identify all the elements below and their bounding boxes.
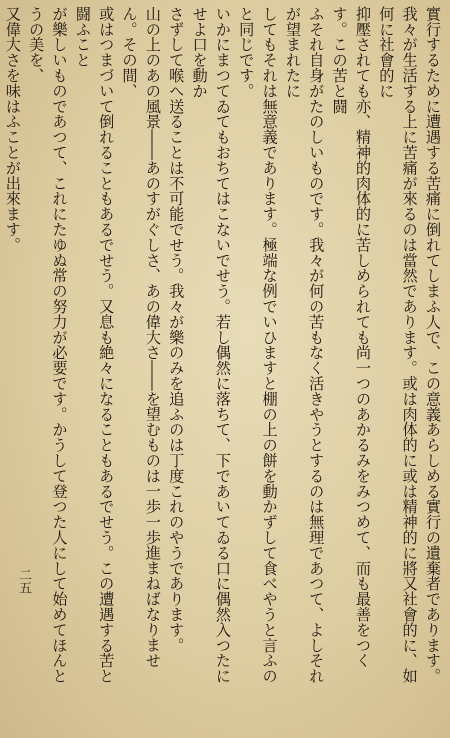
text-line: 實行するために遭遇する苦痛に倒れてしまふ人で、この意義あらしめる實行の遺棄者であります。 (424, 6, 442, 684)
text-line: 或はつまづいて倒れることもあるでせう。又息も絶々になることもあるでせう。この遭遇する苦と闘ふこと (73, 6, 116, 684)
text-line: 抑壓されても亦、精神的肉体的に苦しめられても尚一つのあかるみをみつめて、而も最善をつくす。この苦と闘 (330, 6, 372, 669)
text-line: が樂しいものであつて、これにたゆぬ常の努力が必要です。かうして登つた人にして始めてほんとうの美を、 (27, 6, 69, 684)
text-line: さずして喉へ送ることは不可能でせう。我々が樂のみを追ふのは丁度これのやうであります。 (167, 6, 186, 653)
text-line: 山の上のあの風景――あのすがぐしさ、あの偉大さ――を望むものは一歩一歩進まねばなりません。その間、 (120, 6, 162, 669)
page-number: 二五 (16, 568, 31, 594)
text-line: 又偉大さを味はふことが出來ます。 (3, 6, 22, 253)
text-line: ふそれ自身がたのしいものです。我々が何の苦もなく活きやうとするのは無理であつて、よしそれが望まれたに (283, 6, 326, 684)
text-line: いかにまつてゐてもおちてはこないでせう。若し偶然に落ちて、下であいてゐる口に偶然入つたにせよ口を動か (190, 6, 232, 684)
text-line: してもそれは無意義であります。極端な例でいひますと棚の上の餅を動かずして食べやうと言ふのと同じです。 (237, 6, 279, 684)
text-line: 我々が生活する上に苦痛が來るのは當然であります。或は肉体的に或は精神的に將又社會的に、如何に社會的に (377, 6, 419, 684)
